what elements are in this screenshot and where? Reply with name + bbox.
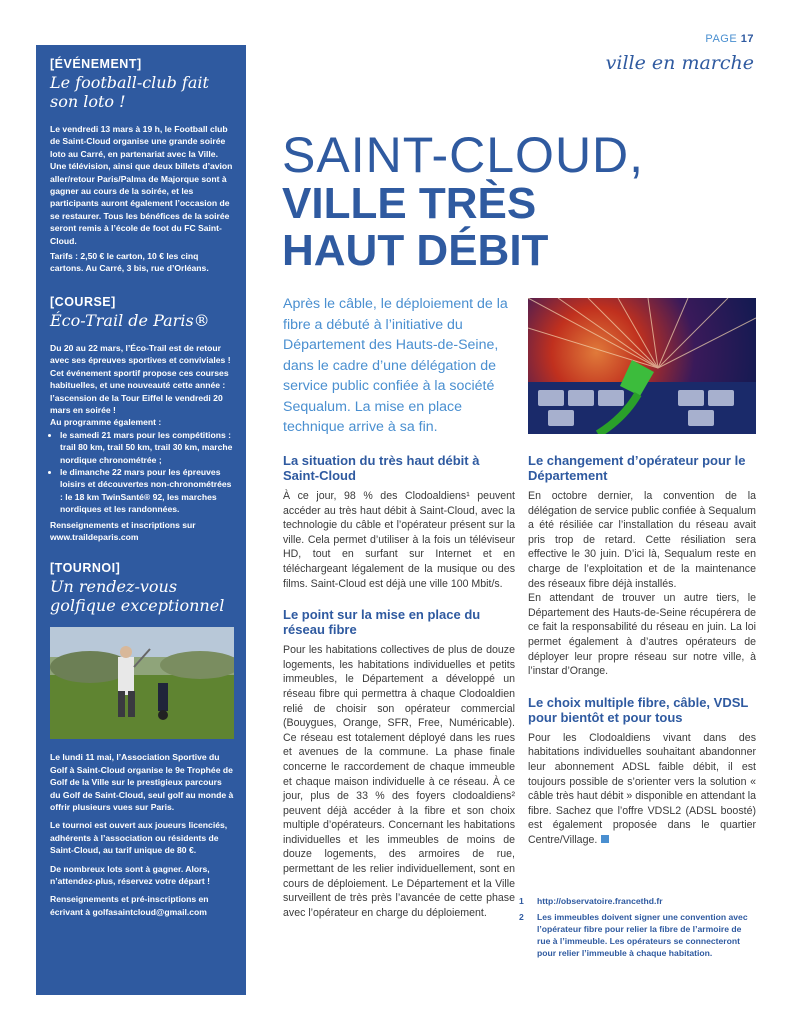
- event-info: Renseignements et pré-inscriptions en écrivant à golfasaintcloud@gmail.com: [50, 894, 209, 917]
- headline: [282, 127, 762, 275]
- event-title: Un rendez-vous golfique exceptionnel: [50, 577, 225, 616]
- paragraph: En attendant de trouver un autre tiers, le Département des Hauts-de-Seine récupérera de ce fait la responsabilité du réseau en juin. La loi permet également à d’autres opérateurs de déployer leur propre réseau sur notre ville, à l’instar d’Orange.: [528, 592, 756, 678]
- subheading: Le point sur la mise en place du réseau fibre: [283, 607, 481, 638]
- fiber-photo: [528, 298, 756, 434]
- event-info: Renseignements et inscriptions sur www.traildeparis.com: [50, 519, 196, 542]
- lead-paragraph: Après le câble, le déploiement de la fibre a débuté à l’initiative du Département des Hauts-de-Seine, dans le cadre d’une délégation de service public confiée à la société Sequalum. La mise en place technique arrive à sa fin.: [283, 296, 508, 435]
- event-tarifs: Tarifs : 2,50 € le carton, 10 € les cinq cartons. Au Carré, 3 bis, rue d’Orléans.: [50, 251, 209, 274]
- event-title: Éco-Trail de Paris®: [50, 310, 210, 330]
- footnotes: [519, 895, 756, 959]
- sidebar-agenda: [36, 45, 246, 995]
- event-body: Le vendredi 13 mars à 19 h, le Football club de Saint-Cloud organise une grande soirée loto au Carré, en partenariat avec la Ville. Une télévision, ainsi que deux billets d’avion aller/retour Paris/Palma de Majorque sont à gagner au cours de la soirée, et les participants auront également l’occasion de se restaurer. Tous les bénéfices de la soirée seront remis à l’école de foot du FC Saint-Cloud. Tarifs : 2,50 € le carton, 10 € les cinq cartons. Au Carré, 3 bis, rue d’Orléans.: [50, 124, 233, 274]
- footnote: 2 Les immeubles doivent signer une convention avec l’opérateur fibre pour relier la fibre de l’armoire de rue à l’immeuble. Les opérateurs se connecteront pour relier l’immeuble à chaque habitation.: [519, 912, 748, 958]
- subheading: Le choix multiple fibre, câble, VDSL pour bientôt et pour tous: [528, 694, 749, 725]
- paragraph: Pour les habitations collectives de plus de douze logements, les habitations individuelles et petits immeubles, le Département a développé un réseau fibre qui permettra à chaque Clodoaldien relié de choisir son opérateur commercial (Bouygues, Orange, SFR, Free, Numéricable). Ce réseau est totalement déployé dans les rues et avenues de la commune. La phase finale concerne le raccordement de chaque immeuble et chaque maison individuelle à ce réseau. À ce jour, plus de 33 % des foyers clodoaldiens² peuvent déjà accéder à la fibre et son choix multiple d’opérateurs. Concernant les habitations individuelles et les immeubles de moins de douze logements, des armoires de rue, permettant de les relier individuellement, sont en cours de déploiement. Le Département et la Ville surveillent de très près l’avancée de cette phase avec l’opérateur en charge du déploiement.: [283, 644, 515, 919]
- page-number: PAGE 17: [705, 33, 754, 45]
- end-mark-icon: [601, 835, 609, 843]
- event-tag: [COURSE]: [50, 294, 116, 309]
- footnote-link[interactable]: http://observatoire.francethd.fr: [537, 896, 663, 906]
- headline-line3: HAUT DÉBIT: [282, 226, 549, 275]
- headline-line1: SAINT-CLOUD,: [282, 127, 645, 183]
- event-list: [50, 429, 234, 516]
- paragraph: Pour les Clodoaldiens vivant dans des habitations individuelles souhaitant abandonner leur abonnement ADSL faible débit, il est toujours possible de s’orienter vers la solution « câble très haut débit » disponible en attendant la fibre. Sachez que l’offre VDSL2 (ADSL boosté) est également proposée dans le quartier Centre/Village.: [528, 731, 756, 846]
- list-item: • le samedi 21 mars pour les compétitions : trail 80 km, trail 50 km, trail 30 km, marche nordique chronométrée ;: [60, 429, 234, 466]
- event-title: Le football-club fait son loto !: [50, 73, 209, 111]
- article-column-2: [528, 453, 756, 847]
- section-title: ville en marche: [605, 52, 754, 74]
- golfer-image: [50, 627, 234, 739]
- article-column-1: [283, 453, 515, 920]
- list-item: • le dimanche 22 mars pour les épreuves loisirs et découvertes non-chronométrées : le 18 km TwinSanté® 92, les marches nordiques et les randonnées.: [60, 466, 234, 516]
- paragraph: En octobre dernier, la convention de la délégation de service public confiée à Sequalum a été résiliée car l’installation du réseau avait pris trop de retard. Cette résiliation sera effective le 30 juin. D’ici là, Sequalum reste en charge de l’exploitation et de la maintenance des réseaux fibre déjà installés.: [528, 490, 756, 590]
- paragraph: À ce jour, 98 % des Clodoaldiens¹ peuvent accéder au très haut débit à Saint-Cloud, avec la technologie du câble et l’opérateur présent sur la ville. Cela permet d’utiliser à la fois un téléviseur HD, tout en surfant sur Internet et en téléchargeant légalement de la musique ou des films. Saint-Cloud est déjà une ville 100 Mbit/s.: [283, 490, 515, 590]
- subheading: Le changement d’opérateur pour le Département: [528, 453, 746, 483]
- subheading: La situation du très haut débit à Saint-Cloud: [283, 453, 480, 483]
- headline-line2: VILLE TRÈS: [282, 179, 537, 228]
- footnote: 1 http://observatoire.francethd.fr: [519, 896, 663, 906]
- event-tag: [TOURNOI]: [50, 561, 121, 576]
- event-tag: [ÉVÉNEMENT]: [50, 57, 142, 71]
- event-body: Le lundi 11 mai, l’Association Sportive du Golf à Saint-Cloud organise le 9e Trophée de Golf de la Ville sur le prestigieux parcours du Golf de Saint-Cloud, seul golf au monde à offrir plusieurs vues sur Paris. Le tournoi est ouvert aux joueurs licenciés, adhérents à l’association ou résidents de Saint-Cloud, au tarif unique de 80 €. De nombreux lots sont à gagner. Alors, n’attendez-plus, réservez votre départ ! Renseignements et pré-inscriptions en écrivant à golfasaintcloud@gmail.com: [50, 752, 234, 917]
- fiber-cable-image: [528, 298, 756, 434]
- event-body: Du 20 au 22 mars, l’Éco-Trail est de retour avec ses épreuves sportives et conviviales ! Cet événement sportif propose ces courses habituelles, et une nouveauté cette année : l’ascension de la Tour Eiffel le vendredi 20 mars en soirée ! Au programme également : • le samedi 21 mars pour les compétitions : trail 80 km, trail 50 km, trail 30 km, marche nordique chronométrée ; • le dimanche 22 mars pour les épreuves loisirs et découvertes non-chronométrées : le 18 km TwinSanté® 92, les marches nordiques et les randonnées. Renseignements et inscriptions sur www.traildeparis.com: [50, 342, 234, 544]
- golf-photo: [50, 627, 234, 739]
- event-p1: Le lundi 11 mai, l’Association Sportive du Golf à Saint-Cloud organise le 9e Trophée de Golf de la Ville sur le prestigieux parcours du Golf de Saint-Cloud, seul golf au monde à offrir plusieurs vues sur Paris.: [50, 752, 234, 812]
